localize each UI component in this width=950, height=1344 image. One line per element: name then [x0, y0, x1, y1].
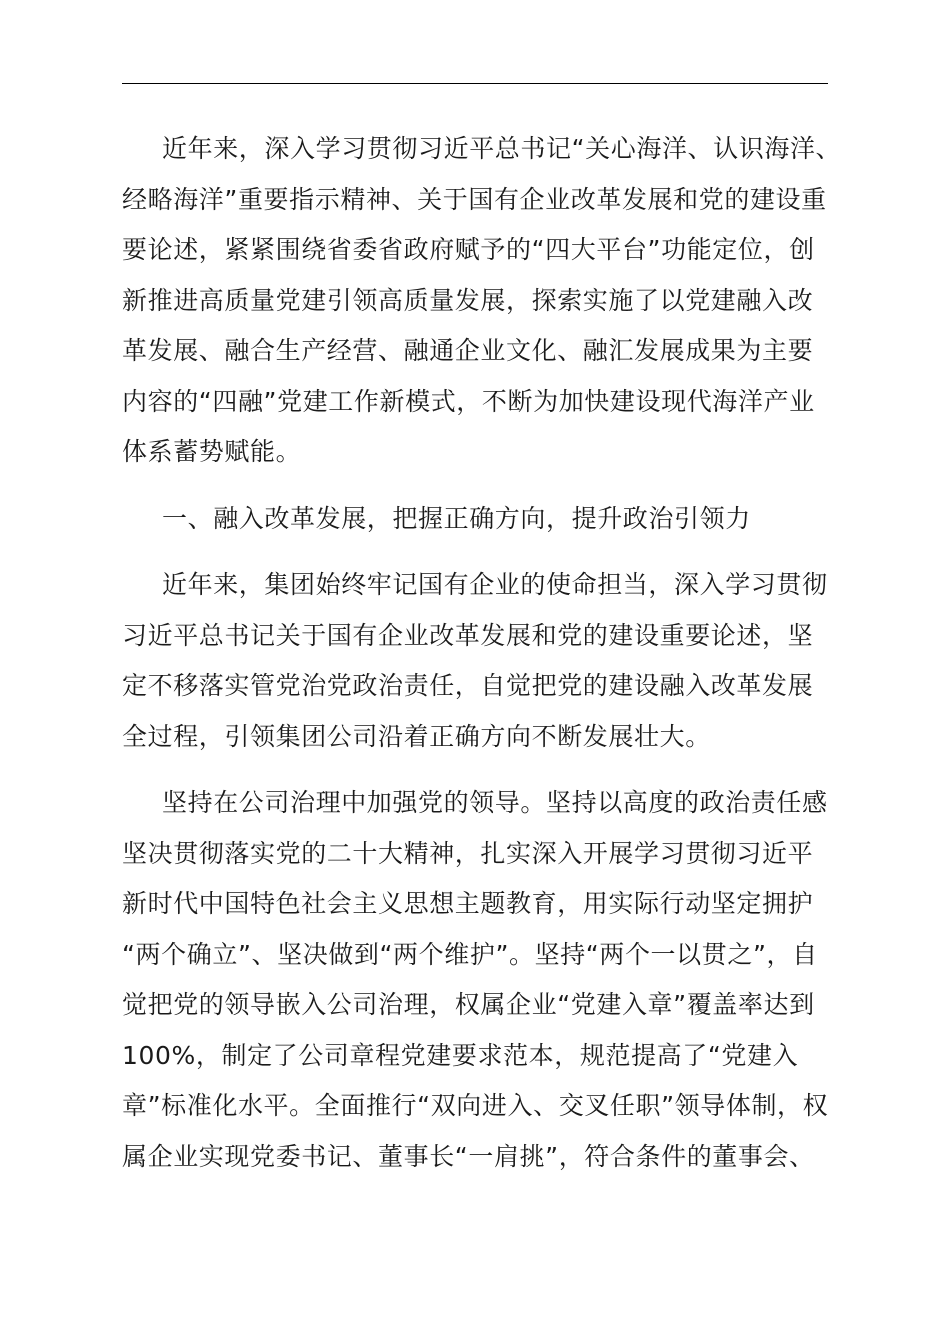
paragraph-line: 新时代中国特色社会主义思想主题教育，用实际行动坚定拥护: [122, 889, 814, 918]
paragraph-line: 定不移落实管党治党政治责任，自觉把党的建设融入改革发展: [122, 671, 814, 700]
paragraph-line: 属企业实现党委书记、董事长“一肩挑”，符合条件的董事会、: [122, 1141, 815, 1171]
paragraph-line: 体系蓄势赋能。: [122, 437, 302, 466]
paragraph-line: 要论述，紧紧围绕省委省政府赋予的“四大平台”功能定位，创: [122, 235, 815, 264]
paragraph-line: 内容的“四融”党建工作新模式，不断为加快建设现代海洋产业: [122, 386, 815, 416]
paragraph-line: 章”标准化水平。全面推行“双向进入、交叉任职”领导体制，权: [122, 1091, 829, 1120]
paragraph-line: “两个确立”、坚决做到“两个维护”。坚持“两个一以贯之”，自: [122, 939, 818, 969]
paragraph-line: 近年来，集团始终牢记国有企业的使命担当，深入学习贯彻: [162, 570, 828, 599]
paragraph-line: 全过程，引领集团公司沿着正确方向不断发展壮大。: [122, 721, 711, 751]
intro-paragraph: [122, 124, 842, 478]
paragraph-line: 觉把党的领导嵌入公司治理，权属企业“党建入章”覆盖率达到: [122, 990, 815, 1019]
paragraph-line: 坚持在公司治理中加强党的领导。坚持以高度的政治责任感: [162, 788, 828, 817]
section-paragraph: [122, 560, 828, 762]
paragraph-line: 经略海洋”重要指示精神、关于国有企业改革发展和党的建设重: [122, 184, 827, 214]
header-divider: [122, 83, 828, 84]
paragraph-line: 习近平总书记关于国有企业改革发展和党的建设重要论述，坚: [122, 620, 814, 650]
paragraph-line: 新推进高质量党建引领高质量发展，探索实施了以党建融入改: [122, 285, 814, 315]
governance-paragraph: [122, 778, 828, 1182]
paragraph-line: 坚决贯彻落实党的二十大精神，扎实深入开展学习贯彻习近平: [122, 838, 814, 868]
document-body: [122, 124, 842, 1198]
paragraph-line: 近年来，深入学习贯彻习近平总书记“关心海洋、认识海洋、: [162, 134, 842, 163]
heading-line: 一、融入改革发展，把握正确方向，提升政治引领力: [162, 503, 751, 533]
paragraph-line: 100%，制定了公司章程党建要求范本，规范提高了“党建入: [122, 1040, 799, 1070]
paragraph-line: 革发展、融合生产经营、融通企业文化、融汇发展成果为主要: [122, 336, 814, 365]
section-heading: [122, 494, 828, 545]
